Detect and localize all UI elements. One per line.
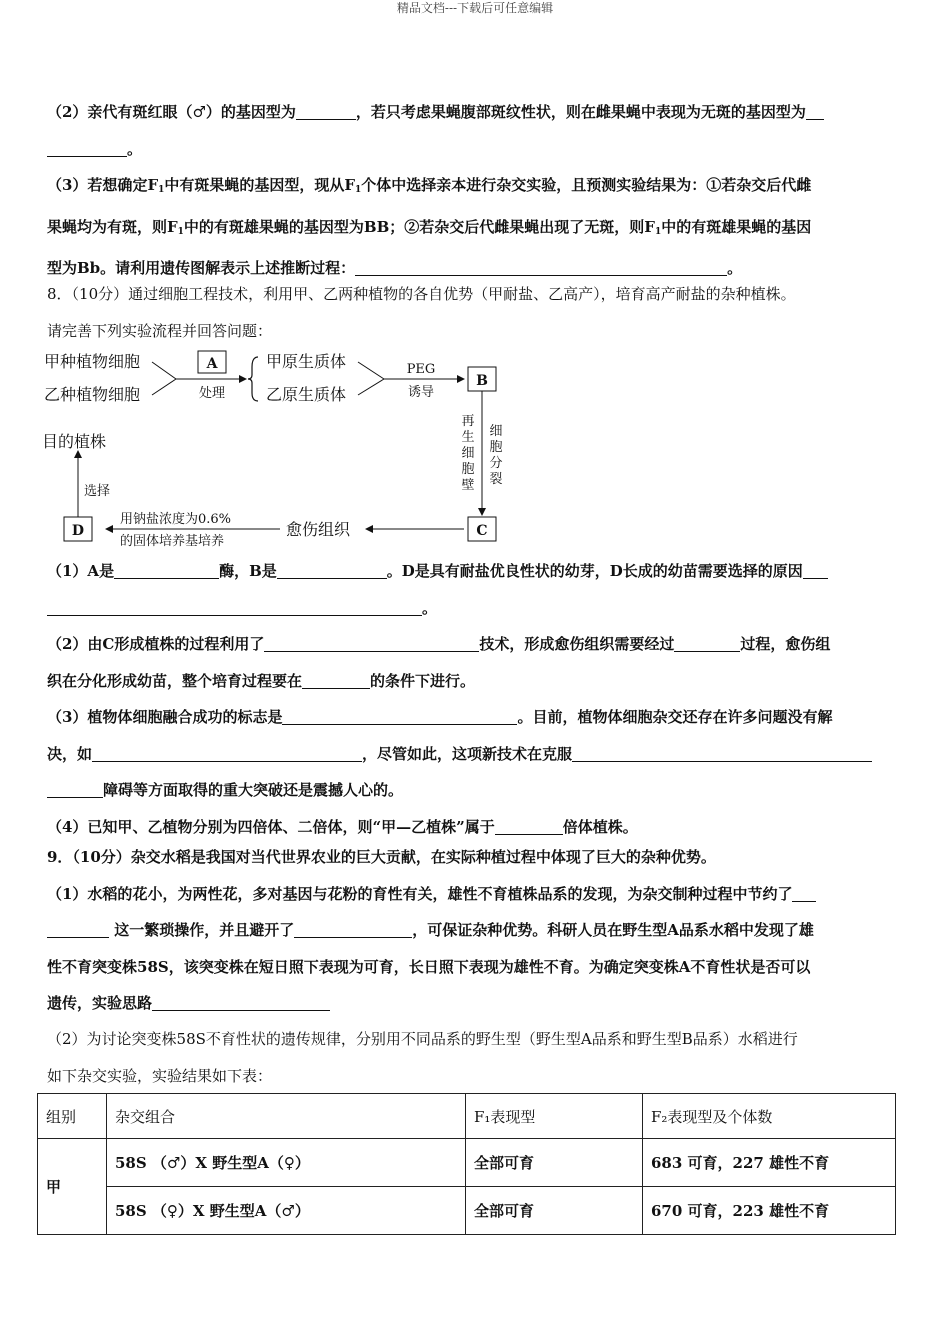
merge-line xyxy=(152,362,176,379)
q8-stem-line2: 请完善下列实验流程并回答问题： xyxy=(47,321,273,340)
q7-part3-line3: 型为Bb。请利用遗传图解表示上述推断过程： 。 xyxy=(47,259,743,277)
blank[interactable] xyxy=(355,260,727,276)
blank[interactable] xyxy=(282,709,517,725)
q9-part2-line1: （2）为讨论突变株58S不育性状的遗传规律，分别用不同品系的野生型（野生型A品系和野生型B品系）水稻进行 xyxy=(47,1030,798,1048)
q8-questions xyxy=(47,553,902,845)
experiment-flow-diagram xyxy=(40,345,520,550)
blank[interactable] xyxy=(806,104,824,120)
blank[interactable] xyxy=(495,819,563,835)
q7-part2-line1: （2）亲代有斑红眼（♂）的基因型为 ，若只考虑果蝇腹部斑纹性状，则在雌果蝇中表现为无斑的基因型为 xyxy=(47,94,902,131)
page-header: 精品文档---下载后可任意编辑 xyxy=(396,1,554,15)
regen-char: 再 xyxy=(461,414,475,429)
blank[interactable] xyxy=(302,673,370,689)
regen-char: 生 xyxy=(461,430,475,445)
blank[interactable] xyxy=(294,922,412,938)
q8-part3-line1: （3）植物体细胞融合成功的标志是 。目前，植物体细胞杂交还存在许多问题没有解 xyxy=(47,708,833,726)
q9-part1-line2: 这一繁琐操作，并且避开了 ，可保证杂种优势。科研人员在野生型A品系水稻中发现了雄 xyxy=(47,912,902,949)
q9-part1-line1: （1）水稻的花小，为两性花，多对基因与花粉的育性有关，雄性不育植株品系的发现，为杂交制种过程中节约了 xyxy=(47,876,902,913)
regen-char: 细 xyxy=(461,446,475,461)
blank[interactable] xyxy=(47,922,109,938)
q9-part1-line3: 性不育突变株58S，该突变株在短日照下表现为可育，长日照下表现为雄性不育。为确定突变株A不育性状是否可以 xyxy=(47,957,811,976)
cell-jia-label: 甲种植物细胞 xyxy=(44,352,141,371)
cross-cell: 58S （♂）X 野生型A（♀） xyxy=(107,1139,466,1187)
q8-part2-line1: （2）由C形成植株的过程利用了 技术，形成愈伤组织需要经过 过程，愈伤组 xyxy=(47,635,831,653)
brace xyxy=(248,357,258,401)
medium-label-line1: 用钠盐浓度为0.6% xyxy=(120,512,232,527)
proto-yi-label: 乙原生质体 xyxy=(266,385,347,404)
table-row xyxy=(38,1187,896,1235)
target-plant-label: 目的植株 xyxy=(42,432,107,451)
group-cell: 甲 xyxy=(38,1139,107,1235)
cross-cell: 58S （♀）X 野生型A（♂） xyxy=(107,1187,466,1235)
merge-line xyxy=(152,379,176,395)
blank[interactable] xyxy=(572,746,872,762)
peg-label: PEG xyxy=(406,362,436,377)
merge-line xyxy=(358,379,384,395)
cell-yi-label: 乙种植物细胞 xyxy=(44,385,141,404)
header-cell: F₁表现型 xyxy=(466,1094,643,1139)
induce-label: 诱导 xyxy=(407,385,435,400)
q9-part2-line2: 如下杂交实验，实验结果如下表： xyxy=(47,1066,273,1085)
q9-stem: 9．（10分）杂交水稻是我国对当代世界农业的巨大贡献，在实际种植过程中体现了巨大的杂种优势。 xyxy=(47,848,716,866)
q9-part2 xyxy=(47,1021,902,1094)
table-row xyxy=(38,1139,896,1187)
q7-block xyxy=(47,94,902,287)
cross-results-table xyxy=(37,1093,896,1235)
blank[interactable] xyxy=(92,746,362,762)
blank[interactable] xyxy=(296,104,356,120)
q7-part3-line1: （3）若想确定$F_1$中有斑果蝇的基因型，现从$F_1$个体中选择亲本进行杂交实验，且预测实验结果为：①若杂交后代雌 xyxy=(47,176,812,195)
select-label: 选择 xyxy=(84,484,111,499)
blank[interactable] xyxy=(114,563,219,579)
divide-label xyxy=(489,424,502,487)
blank[interactable] xyxy=(792,886,816,902)
blank[interactable] xyxy=(264,636,479,652)
f2-cell: 683 可育，227 雄性不育 xyxy=(643,1139,896,1187)
blank[interactable] xyxy=(47,782,103,798)
blank[interactable] xyxy=(674,636,740,652)
box-a-label: A xyxy=(206,356,218,372)
divide-char: 细 xyxy=(489,424,503,439)
blank[interactable] xyxy=(803,563,828,579)
regen-label xyxy=(461,414,474,493)
q8-stem xyxy=(47,276,902,349)
f1-cell: 全部可育 xyxy=(466,1139,643,1187)
divide-char: 裂 xyxy=(489,472,503,487)
table-header-row xyxy=(38,1094,896,1139)
header-cell: F₂表现型及个体数 xyxy=(643,1094,896,1139)
q9-part1-line4: 遗传，实验思路 xyxy=(47,985,902,1022)
blank[interactable] xyxy=(47,141,127,157)
divide-char: 胞 xyxy=(489,440,503,455)
box-b-label: B xyxy=(476,373,488,389)
divide-char: 分 xyxy=(489,456,503,471)
treat-label: 处理 xyxy=(198,386,226,401)
f2-cell: 670 可育，223 雄性不育 xyxy=(643,1187,896,1235)
box-c-label: C xyxy=(476,523,488,539)
f1-cell: 全部可育 xyxy=(466,1187,643,1235)
blank[interactable] xyxy=(47,600,422,616)
q8-part3-line3: 障碍等方面取得的重大突破还是震撼人心的。 xyxy=(47,772,902,809)
proto-jia-label: 甲原生质体 xyxy=(266,352,347,371)
blank[interactable] xyxy=(152,995,330,1011)
merge-line xyxy=(358,362,384,379)
q8-part1-line1: （1）A是 酶，B是 。D是具有耐盐优良性状的幼芽，D长成的幼苗需要选择的原因 xyxy=(47,553,902,590)
regen-char: 胞 xyxy=(461,462,475,477)
q8-part4: （4）已知甲、乙植物分别为四倍体、二倍体，则“甲—乙植株”属于 倍体植株。 xyxy=(47,817,638,836)
q8-part2-line2: 织在分化形成幼苗，整个培育过程要在 的条件下进行。 xyxy=(47,671,476,690)
regen-char: 壁 xyxy=(461,478,475,493)
q8-part3-line2: 决，如 ，尽管如此，这项新技术在克服 xyxy=(47,736,902,773)
header-cell: 杂交组合 xyxy=(107,1094,466,1139)
q8-stem-line1: 8．（10分）通过细胞工程技术，利用甲、乙两种植物的各自优势（甲耐盐、乙高产），培育高产耐盐的杂种植株。 xyxy=(47,285,796,303)
q7-part2-line2: 。 xyxy=(47,131,902,168)
blank[interactable] xyxy=(277,563,387,579)
q9-block xyxy=(47,839,902,1022)
header-cell: 组别 xyxy=(38,1094,107,1139)
medium-label-line2: 的固体培养基培养 xyxy=(120,534,225,549)
box-d-label: D xyxy=(71,523,85,539)
q8-part1-line2: 。 xyxy=(47,590,902,627)
callus-label: 愈伤组织 xyxy=(286,520,351,539)
q7-part3-line2: 果蝇均为有斑，则$F_1$中的有斑雄果蝇的基因型为BB；②若杂交后代雌果蝇出现了无斑，则$F_1$中的有斑雄果蝇的基因 xyxy=(47,217,812,237)
